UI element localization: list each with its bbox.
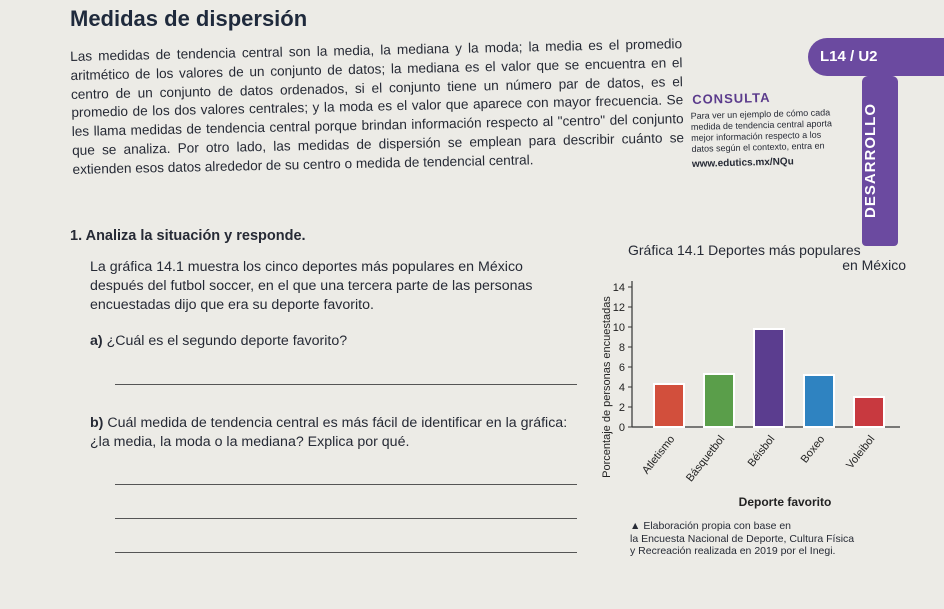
- x-tick-label: Béisbol: [745, 433, 778, 470]
- source-marker: ▲: [630, 520, 644, 532]
- activity-heading: [70, 228, 306, 244]
- answer-line-b1[interactable]: [115, 484, 577, 485]
- y-tick-label: 2: [618, 402, 625, 414]
- question-a-text: ¿Cuál es el segundo deporte favorito?: [106, 333, 348, 349]
- activity-instruction: Analiza la situación y responde.: [85, 228, 306, 244]
- consulta-box: [690, 88, 842, 170]
- y-tick-label: 4: [618, 382, 625, 394]
- section-side-tab: [862, 76, 898, 246]
- answer-line-a[interactable]: [115, 384, 577, 385]
- chart-source: [630, 520, 900, 558]
- page-title: Medidas de dispersión: [70, 6, 308, 31]
- y-tick-label: 0: [618, 422, 625, 434]
- bar-atletismo: [654, 384, 684, 427]
- consulta-body: Para ver un ejemplo de cómo cada medida de tendencia central aporta mejor información respecto a los datos según el contexto, entra en: [690, 107, 833, 154]
- activity-number: 1.: [70, 228, 83, 244]
- question-a-letter: a): [90, 333, 103, 349]
- bar-voleibol: [854, 397, 884, 427]
- y-tick-label: 6: [618, 362, 625, 374]
- y-axis-label: Porcentaje de personas encuestadas: [601, 296, 613, 478]
- question-b-text: Cuál medida de tendencia central es más fácil de identificar en la gráfica: ¿la media, la moda o la mediana? Explica por qué.: [90, 415, 568, 450]
- chart-title-line2: en México: [842, 257, 906, 273]
- source-line-3: y Recreación realizada en 2019 por el Inegi.: [630, 545, 836, 557]
- x-tick-label: Atletismo: [640, 433, 678, 477]
- intro-paragraph: Las medidas de tendencia central son la media, la mediana y la moda; la media es el promedio aritmético de los valores de un conjunto de datos; la mediana es el valor que se encuentra en el centro de un conjunto de datos ordenados, si el conjunto tiene un número par de datos, es el promedio de los dos valores centrales; y la moda es el valor que aparece con mayor frecuencia. Se les llama medidas de tendencia central porque brindan información respecto al "centro" del conjunto que se analiza. Por otro lado, las medidas de dispersión se emplean para describir cuánto se extienden esos datos alrededor de su centro o medida de tendencial central.: [70, 36, 685, 177]
- activity-context: La gráfica 14.1 muestra los cinco deportes más populares en México después del futbol soccer, en el que una tercera parte de las personas encuestadas dijo que era su deporte favorito.: [90, 259, 533, 313]
- y-tick-label: 12: [612, 302, 625, 314]
- source-line-2: la Encuesta Nacional de Deporte, Cultura Física: [630, 532, 855, 545]
- question-b-letter: b): [90, 415, 104, 431]
- lesson-tab-label: L14 / U2: [820, 48, 878, 65]
- section-side-label: DESARROLLO: [862, 103, 879, 219]
- x-axis-label: Deporte favorito: [738, 495, 832, 509]
- x-tick-label: Voleibol: [844, 433, 878, 472]
- bar-chart: [580, 270, 910, 520]
- y-tick-label: 10: [612, 322, 625, 334]
- answer-line-b2[interactable]: [115, 518, 577, 519]
- chart-title: [628, 243, 928, 273]
- question-b: [90, 414, 580, 452]
- x-tick-label: Básquetbol: [684, 433, 728, 485]
- x-tick-label: Boxeo: [798, 433, 828, 466]
- y-tick-label: 8: [618, 342, 625, 354]
- answer-line-b3[interactable]: [115, 552, 577, 553]
- bar-básquetbol: [704, 374, 734, 427]
- lesson-tab: [808, 38, 944, 76]
- source-line-1: Elaboración propia con base en: [643, 520, 791, 532]
- bar-béisbol: [754, 329, 784, 427]
- chart-title-line1: Gráfica 14.1 Deportes más populares: [628, 242, 861, 258]
- consulta-link[interactable]: www.edutics.mx/NQu: [691, 156, 794, 170]
- question-a: [90, 332, 580, 351]
- bar-boxeo: [804, 375, 834, 427]
- y-tick-label: 14: [612, 282, 625, 294]
- consulta-title: CONSULTA: [691, 89, 771, 107]
